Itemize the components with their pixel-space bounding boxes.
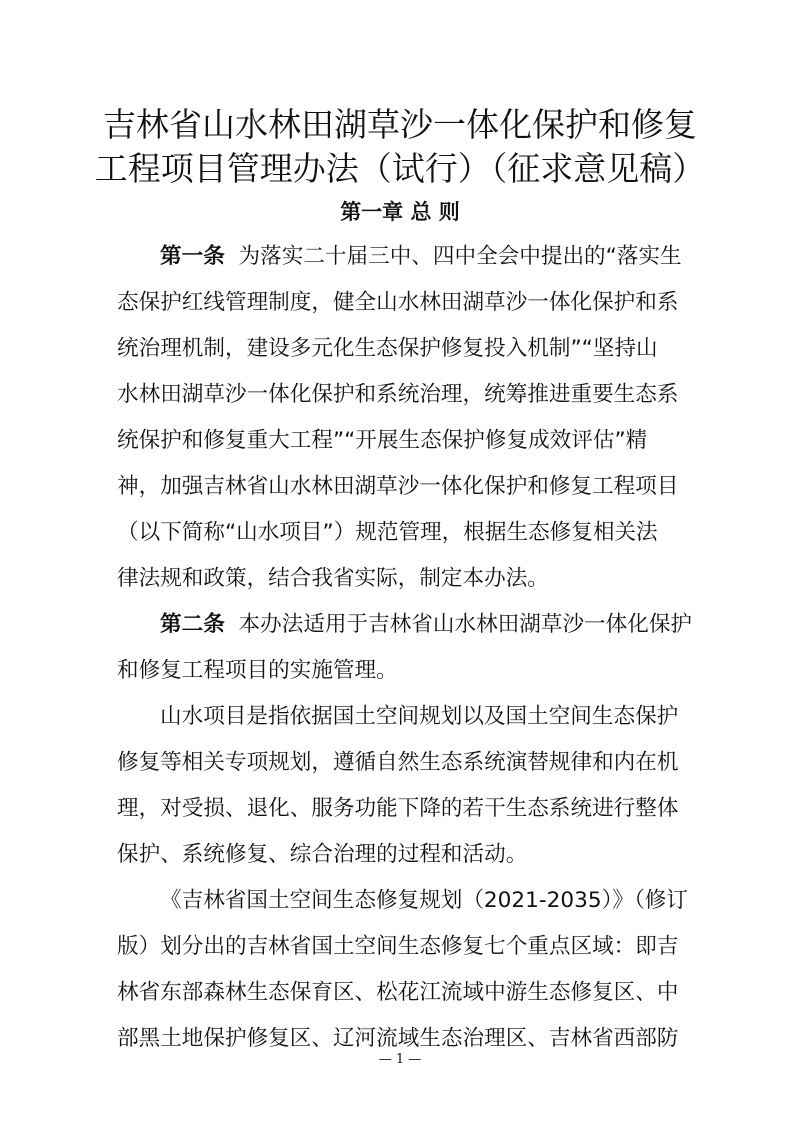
page-number: — 1 — bbox=[378, 1052, 422, 1067]
article1-line-6: 神，加强吉林省山水林田湖草沙一体化保护和修复工程项目 bbox=[117, 474, 679, 499]
paragraph3-line-2: 修复等相关专项规划，遵循自然生态系统演替规律和内在机 bbox=[117, 750, 679, 775]
article2-label: 第二条 bbox=[160, 612, 225, 637]
article2-text-1: 本办法适用于吉林省山水林田湖草沙一体化保护 bbox=[238, 612, 693, 637]
paragraph4-line-2: 版）划分出的吉林省国土空间生态修复七个重点区域：即吉 bbox=[117, 934, 679, 959]
paragraph3-line-4: 保护、系统修复、综合治理的过程和活动。 bbox=[117, 842, 528, 867]
paragraph4-line-3: 林省东部森林生态保育区、松花江流域中游生态修复区、中 bbox=[117, 980, 679, 1005]
article1-line-3: 统治理机制，建设多元化生态保护修复投入机制”“坚持山 bbox=[117, 336, 658, 361]
article1-line-2: 态保护红线管理制度，健全山水林田湖草沙一体化保护和系 bbox=[117, 290, 679, 315]
article2-line-2: 和修复工程项目的实施管理。 bbox=[117, 658, 398, 683]
chapter-heading: 第一章 总 则 bbox=[340, 200, 460, 224]
article1-line-1 bbox=[160, 246, 682, 268]
paragraph4-line-4: 部黑土地保护修复区、辽河流域生态治理区、吉林省西部防 bbox=[117, 1026, 679, 1051]
document-title-line-1: 吉林省山水林田湖草沙一体化保护和修复 bbox=[103, 105, 697, 144]
article1-line-7: （以下简称“山水项目”）规范管理，根据生态修复相关法 bbox=[117, 520, 658, 545]
article1-label: 第一条 bbox=[160, 244, 225, 269]
article1-line-8: 律法规和政策，结合我省实际，制定本办法。 bbox=[117, 566, 549, 591]
paragraph3-line-3: 理，对受损、退化、服务功能下降的若干生态系统进行整体 bbox=[117, 796, 679, 821]
document-title-line-2: 工程项目管理办法（试行）（征求意见稿） bbox=[94, 149, 706, 188]
article1-line-5: 统保护和修复重大工程”“开展生态保护修复成效评估”精 bbox=[117, 428, 648, 453]
article2-line-1 bbox=[160, 614, 692, 636]
paragraph3-line-1: 山水项目是指依据国土空间规划以及国土空间生态保护 bbox=[160, 704, 679, 729]
paragraph4-line-1: 《吉林省国土空间生态修复规划（2021-2035）》（修订 bbox=[160, 888, 688, 913]
article1-line-4: 水林田湖草沙一体化保护和系统治理，统筹推进重要生态系 bbox=[117, 382, 679, 407]
article1-text-1: 为落实二十届三中、四中全会中提出的“落实生 bbox=[238, 244, 682, 269]
